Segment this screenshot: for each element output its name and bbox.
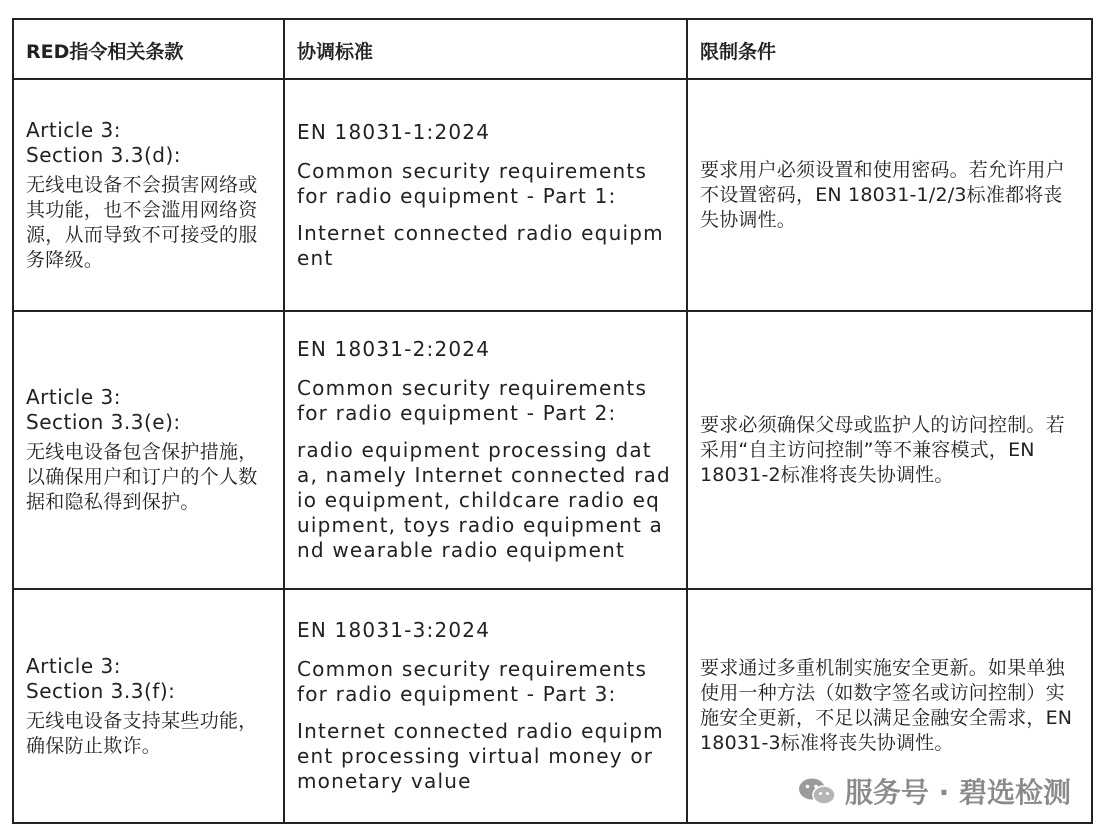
standard-title: Common security requirements for radio equipment - Part 2: [297,376,648,425]
standard-scope: Internet connected radio equipment [297,220,664,270]
red-standards-table [12,18,1093,824]
watermark [797,771,1071,811]
article-cell [13,79,284,311]
article-description: 无线电设备不会损害网络或其功能，也不会滥用网络资源，从而导致不可接受的服务降级。 [26,173,258,271]
standard-title: Common security requirements for radio equipment - Part 1: [297,158,648,208]
table-header-row [13,19,1092,79]
standard-cell [284,589,687,823]
standard-title: Common security requirements for radio equipment - Part 3: [297,657,648,706]
condition-text: 要求用户必须设置和使用密码。若允许用户不设置密码，EN 18031-1/2/3标准都将丧失协调性。 [700,158,1065,231]
article-cell [13,589,284,823]
header-condition: 限制条件 [687,19,1092,79]
article-description: 无线电设备支持某些功能，确保防止欺诈。 [26,709,258,757]
header-standard: 协调标准 [284,19,687,79]
article-title: Article 3: Section 3.3(f): [26,653,176,703]
standard-code: EN 18031-3:2024 [297,618,491,642]
standard-scope: radio equipment processing data, namely Internet connected radio equipment, childcare radio equipment, toys radio equipment and wearable radio equipment [297,438,671,562]
page-frame [12,18,1091,824]
wechat-icon [797,776,837,806]
standard-cell [284,79,687,311]
standard-code: EN 18031-2:2024 [297,337,491,361]
watermark-text: 服务号 · 碧选检测 [844,776,1071,809]
article-cell [13,311,284,589]
standard-code: EN 18031-1:2024 [297,119,491,144]
article-description: 无线电设备包含保护措施，以确保用户和订户的个人数据和隐私得到保护。 [26,441,258,513]
condition-cell [687,79,1092,311]
condition-text: 要求通过多重机制实施安全更新。如果单独使用一种方法（如数字签名或访问控制）实施安全更新，不足以满足金融安全需求，EN 18031-3标准将丧失协调性。 [700,657,1073,754]
header-article: RED指令相关条款 [13,19,284,79]
standard-cell [284,311,687,589]
condition-cell [687,311,1092,589]
article-title: Article 3: Section 3.3(d): [26,117,182,167]
standard-scope: Internet connected radio equipment processing virtual money or monetary value [297,719,664,793]
table-row [13,79,1092,311]
condition-text: 要求必须确保父母或监护人的访问控制。若采用“自主访问控制”等不兼容模式，EN 18031-2标准将丧失协调性。 [700,413,1065,486]
article-title: Article 3: Section 3.3(e): [26,385,181,434]
table-row [13,311,1092,589]
